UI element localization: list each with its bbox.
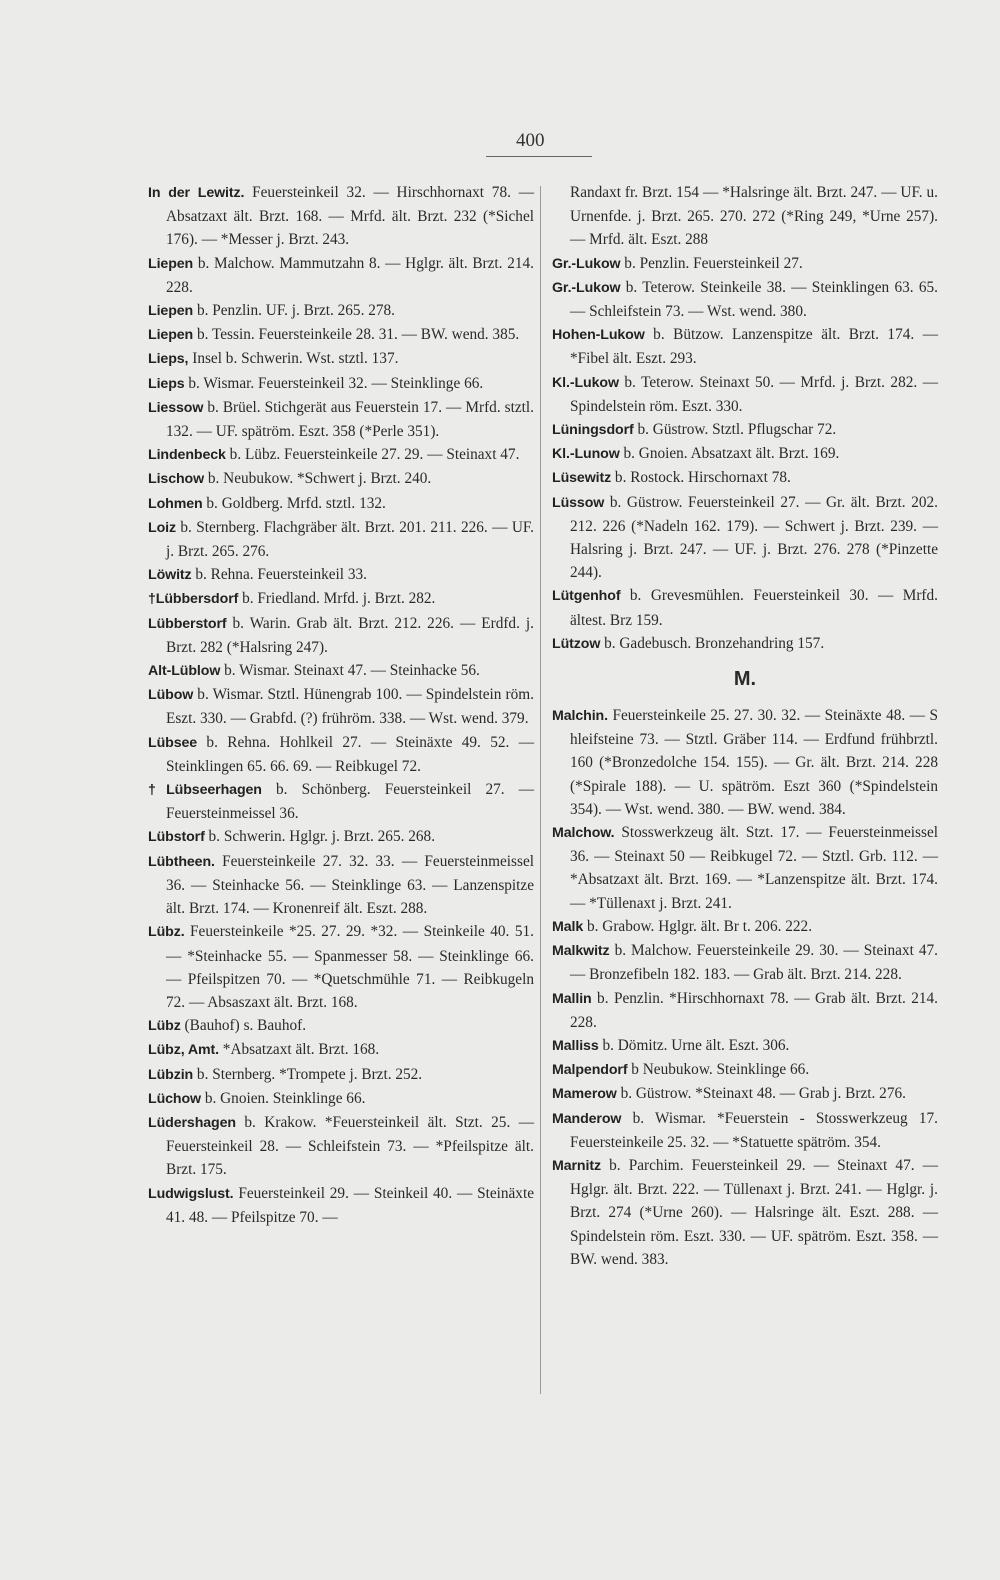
entry-place-name: Lieps: [148, 375, 185, 392]
entry-finds: b. Lübz. Feuersteinkeile 27. 29. — Steinaxt 47.: [225, 446, 520, 464]
page-number-rule: [486, 156, 592, 157]
entry-place-name: Lützow: [552, 635, 601, 652]
index-entry: [148, 396, 534, 443]
entry-finds: b. Bützow. Lanzenspitze ält. Brzt. 174. — *Fibel ält. Eszt. 293.: [570, 326, 938, 368]
entry-finds: Feuersteinkeil 32. — Hirschhornaxt 78. — Absatzaxt ält. Brzt. 168. — Mrfd. ält. Brzt. 232 (*Sichel 176). — *Messer j. Brzt. 243.: [166, 184, 534, 249]
entry-finds: b. Warin. Grab ält. Brzt. 212. 226. — Erdfd. j. Brzt. 282 (*Halsring 247).: [166, 614, 534, 656]
entry-place-name: Gr.-Lukow: [552, 279, 621, 296]
entry-place-name: Ludwigslust.: [148, 1185, 234, 1202]
entry-place-name: Liepen: [148, 327, 194, 344]
entry-finds: Feuersteinkeile 27. 32. 33. — Feuersteinmeissel 36. — Steinhacke 56. — Steinklinge 63. — Lanzenspitze ält. Brzt. 174. — Kronenreif ält. Eszt. 288.: [166, 852, 534, 918]
index-entry: [148, 1182, 534, 1229]
entry-finds: Feuersteinkeil 29. — Steinkeil 40. — Steinäxte 41. 48. — Pfeilspitze 70. —: [166, 1184, 534, 1226]
entry-finds: b. Schwerin. Hglgr. j. Brzt. 265. 268.: [204, 828, 436, 846]
entry-finds: b. Rostock. Hirschornaxt 78.: [611, 469, 791, 487]
entry-place-name: Hohen-Lukow: [552, 327, 645, 344]
entry-place-name: Liepen: [148, 255, 194, 272]
entry-finds: b. Teterow. Steinaxt 50. — Mrfd. j. Brzt. 282. — Spindelstein röm. Eszt. 330.: [570, 373, 938, 415]
entry-place-name: Lüningsdorf: [552, 422, 634, 439]
entry-finds: b. Parchim. Feuersteinkeil 29. — Steinaxt 47. — Hglgr. ält. Brzt. 222. — Tüllenaxt j. Brzt. 241. — Hglgr. j. Brzt. 274 (*Urne 260). — Halsringe ält. Eszt. 288. — Spindelstein röm. Eszt. 330. — UF. spätröm. Eszt. 358. — BW. wend. 383.: [570, 1156, 938, 1268]
index-entry: [552, 939, 938, 986]
index-entry: [148, 731, 534, 778]
entry-finds: b. Wismar. *Feuerstein - Stosswerkzeug 17. Feuersteinkeile 25. 32. — *Statuette spätröm. 354.: [570, 1109, 938, 1151]
entry-place-name: Lübz.: [148, 924, 185, 941]
page-number: 400: [516, 130, 545, 151]
entry-place-name: Lübz, Amt.: [148, 1042, 219, 1059]
index-entry: [552, 704, 938, 821]
entry-finds: b. Sternberg. *Trompete j. Brzt. 252.: [193, 1065, 423, 1083]
column-divider: [540, 186, 541, 1394]
entry-finds: b. Penzlin. Feuersteinkeil 27.: [620, 254, 803, 272]
entry-place-name: Liessow: [148, 399, 204, 416]
entry-finds: b. Dömitz. Urne ält. Eszt. 306.: [598, 1036, 790, 1054]
entry-place-name: Lindenbeck: [148, 447, 226, 464]
entry-finds: b. Tessin. Feuersteinkeile 28. 31. — BW. wend. 385.: [193, 326, 520, 344]
entry-finds: Feuersteinkeile *25. 27. 29. *32. — Steinkeile 40. 51. — *Steinhacke 55. — Spanmesser 58. — Steinklinge 66. — Pfeilspitzen 70. — *Quetschmühle 71. — Reibkugeln 72. — Absaszaxt ält. Brzt. 168.: [166, 923, 534, 1011]
entry-finds: b. Gnoien. Absatzaxt ält. Brzt. 169.: [619, 445, 840, 463]
index-entry: [148, 1038, 534, 1062]
entry-place-name: Malkwitz: [552, 943, 610, 960]
entry-finds: b. Güstrow. Stztl. Pflugschar 72.: [633, 421, 837, 439]
entry-place-name: Malpendorf: [552, 1062, 628, 1079]
index-entry: [148, 659, 534, 683]
section-letter-m: M.: [733, 668, 757, 691]
entry-place-name: Lübzin: [148, 1066, 194, 1083]
entry-finds: b. Malchow. Feuersteinkeile 29. 30. — Steinaxt 47. — Bronzefibeln 182. 183. — Grab ält. Brzt. 214. 228.: [570, 942, 938, 984]
index-entry: [148, 563, 534, 587]
index-entry: [148, 1111, 534, 1182]
entry-place-name: Löwitz: [148, 567, 192, 584]
entry-place-name: In der Lewitz.: [148, 185, 245, 201]
index-entry: [552, 821, 938, 915]
entry-finds: b. Schönberg. Feuersteinkeil 27. — Feuersteinmeissel 36.: [166, 781, 535, 823]
index-entry: [148, 612, 534, 659]
entry-finds: (Bauhof) s. Bauhof.: [180, 1017, 307, 1035]
index-entry: [148, 347, 534, 371]
entry-place-name: Alt-Lüblow: [148, 663, 221, 680]
index-entry: [552, 1082, 938, 1106]
entry-place-name: Gr.-Lukow: [552, 255, 621, 272]
entry-place-name: †Lübseerhagen: [148, 782, 262, 799]
index-entry: [148, 587, 534, 611]
entry-place-name: Kl.-Lukow: [552, 374, 619, 391]
entry-finds: b. Rehna. Hohlkeil 27. — Steinäxte 49. 52. — Steinklingen 65. 66. 69. — Reibkugel 72.: [166, 733, 534, 775]
entry-place-name: Kl.-Lunow: [552, 446, 620, 463]
entry-place-name: Malchow.: [552, 825, 615, 842]
entry-finds: b. Goldberg. Mrfd. stztl. 132.: [202, 494, 386, 512]
entry-finds: b. Wismar. Stztl. Hünengrab 100. — Spindelstein röm. Eszt. 330. — Grabfd. (?) frühröm. 338. — Wst. wend. 379.: [166, 686, 534, 728]
index-entry: [552, 915, 938, 939]
entry-finds: b. Gnoien. Steinklinge 66.: [201, 1089, 366, 1107]
index-entry: [552, 987, 938, 1034]
index-entry: [148, 252, 534, 299]
entry-place-name: Lüssow: [552, 494, 605, 511]
entry-finds: b. Krakow. *Feuersteinkeil ält. Stzt. 25. — Feuersteinkeil 28. — Schleifstein 73. — *Pfeilspitze ält. Brzt. 175.: [166, 1113, 534, 1179]
entry-place-name: Malchin.: [552, 708, 608, 725]
entry-place-name: Lüdershagen: [148, 1114, 236, 1131]
index-entry: [552, 276, 938, 323]
index-entry: [552, 1034, 938, 1058]
index-entry: [148, 683, 534, 730]
index-entry: [552, 181, 938, 252]
entry-place-name: Lüchow: [148, 1090, 201, 1107]
entry-finds: b. Güstrow. *Steinaxt 48. — Grab j. Brzt. 276.: [616, 1085, 906, 1103]
index-entry: [552, 1154, 938, 1271]
entry-finds: b. Friedland. Mrfd. j. Brzt. 282.: [238, 590, 436, 608]
entry-place-name: Lüsewitz: [552, 470, 612, 487]
entry-place-name: Lübtheen.: [148, 853, 215, 870]
entry-finds: b. Brüel. Stichgerät aus Feuerstein 17. — Mrfd. stztl. 132. — UF. spätröm. Eszt. 358 (*Perle 351).: [166, 398, 534, 441]
index-entry: [552, 323, 938, 370]
entry-finds: Feuersteinkeile 25. 27. 30. 32. — Steinäxte 48. — S hleifsteine 73. — Stztl. Gräber 114. — Erdfund frühbrztl. 160 (*Bronzedolche 154. 155). — Gr. ält. Brzt. 214. 228 (*Spirale 188). — U. spätröm. Eszt 360 (*Spindelstein 354). — Wst. wend. 380. — BW. wend. 384.: [570, 707, 938, 818]
entry-place-name: Lübsee: [148, 734, 198, 751]
entry-finds: b. Penzlin. *Hirschhornaxt 78. — Grab ält. Brzt. 214. 228.: [570, 989, 938, 1031]
entry-place-name: Lübberstorf: [148, 615, 227, 632]
index-entry: [148, 1063, 534, 1087]
index-entry: [148, 299, 534, 323]
index-entry: [148, 443, 534, 467]
entry-place-name: Lischow: [148, 471, 205, 488]
entry-finds: b. Sternberg. Flachgräber ält. Brzt. 201. 211. 226. — UF. j. Brzt. 265. 276.: [166, 518, 534, 561]
index-entry: [148, 1014, 534, 1038]
entry-finds: Stosswerkzeug ält. Stzt. 17. — Feuersteinmeissel 36. — Steinaxt 50 — Reibkugel 72. — Stztl. Grb. 112. — *Absatzaxt ält. Brzt. 169. — *Lanzenspitze ält. Brzt. 174. — *Tüllenaxt j. Brzt. 241.: [570, 824, 938, 912]
index-entry: [148, 1087, 534, 1111]
index-entry: [552, 584, 938, 631]
index-entry: [148, 850, 534, 921]
entry-place-name: Mallin: [552, 990, 592, 1007]
index-entry: [148, 181, 534, 252]
entry-place-name: Malliss: [552, 1037, 599, 1054]
entry-finds: b. Grabow. Hglgr. ält. Br t. 206. 222.: [583, 917, 813, 935]
entry-finds: b. Güstrow. Feuersteinkeil 27. — Gr. ält. Brzt. 202. 212. 226 (*Nadeln 162. 179). — Schwert j. Brzt. 239. — Halsring j. Brzt. 247. — UF. j. Brzt. 276. 278 (*Pinzette 244).: [570, 493, 938, 582]
entry-finds: b. Rehna. Feuersteinkeil 33.: [191, 566, 367, 584]
right-column: [552, 181, 938, 1271]
entry-place-name: Lübow: [148, 687, 194, 704]
left-column: [148, 181, 534, 1229]
index-entry: [148, 516, 534, 563]
entry-finds: Randaxt fr. Brzt. 154 — *Halsringe ält. Brzt. 247. — UF. u. Urnenfde. j. Brzt. 265. 270. 272 (*Ring 249, *Urne 257). — Mrfd. ält. Eszt. 288: [570, 184, 938, 249]
index-entry: [552, 418, 938, 442]
index-entry: [552, 1058, 938, 1082]
right-column-entries-l: [552, 181, 938, 656]
index-entry: [552, 1107, 938, 1154]
entry-finds: b. Wismar. Feuersteinkeil 32. — Steinklinge 66.: [184, 374, 484, 392]
entry-place-name: Marnitz: [552, 1157, 601, 1174]
entry-finds: *Absatzaxt ält. Brzt. 168.: [218, 1041, 380, 1059]
entry-finds: b. Grevesmühlen. Feuersteinkeil 30. — Mrfd. ältest. Brz 159.: [570, 587, 938, 629]
index-entry: [148, 778, 534, 825]
entry-finds: b. Malchow. Mammutzahn 8. — Hglgr. ält. Brzt. 214. 228.: [166, 254, 534, 296]
index-entry: [148, 492, 534, 516]
entry-finds: b. Gadebusch. Bronzehandring 157.: [600, 634, 825, 652]
index-entry: [552, 442, 938, 466]
entry-finds: b. Penzlin. UF. j. Brzt. 265. 278.: [193, 302, 396, 320]
entry-place-name: Lohmen: [148, 495, 203, 512]
index-entry: [148, 825, 534, 849]
index-entry: [552, 491, 938, 585]
entry-place-name: Lütgenhof: [552, 588, 621, 605]
entry-place-name: Malk: [552, 918, 584, 935]
index-entry: [148, 467, 534, 491]
index-entry: [552, 252, 938, 276]
index-entry: [148, 372, 534, 396]
entry-place-name: Mamerow: [552, 1086, 617, 1103]
index-entry: [552, 466, 938, 490]
entry-place-name: Lübstorf: [148, 829, 205, 846]
entry-place-name: Manderow: [552, 1110, 622, 1127]
entry-place-name: Lübz: [148, 1018, 181, 1035]
entry-finds: Insel b. Schwerin. Wst. stztl. 137.: [188, 350, 399, 368]
entry-finds: b. Teterow. Steinkeile 38. — Steinklingen 63. 65. — Schleifstein 73. — Wst. wend. 380.: [570, 278, 938, 321]
index-entry: [148, 920, 534, 1014]
index-entry: [552, 632, 938, 656]
entry-finds: b. Wismar. Steinaxt 47. — Steinhacke 56.: [220, 662, 480, 680]
entry-place-name: Loiz: [148, 519, 176, 536]
entry-finds: b Neubukow. Steinklinge 66.: [627, 1061, 810, 1079]
entry-finds: b. Neubukow. *Schwert j. Brzt. 240.: [204, 470, 432, 488]
entry-place-name: Lieps,: [148, 351, 189, 368]
index-entry: [148, 323, 534, 347]
entry-place-name: Liepen: [148, 303, 194, 320]
index-entry: [552, 371, 938, 418]
entry-place-name: †Lübbersdorf: [148, 591, 239, 608]
right-column-entries-m: [552, 704, 938, 1271]
